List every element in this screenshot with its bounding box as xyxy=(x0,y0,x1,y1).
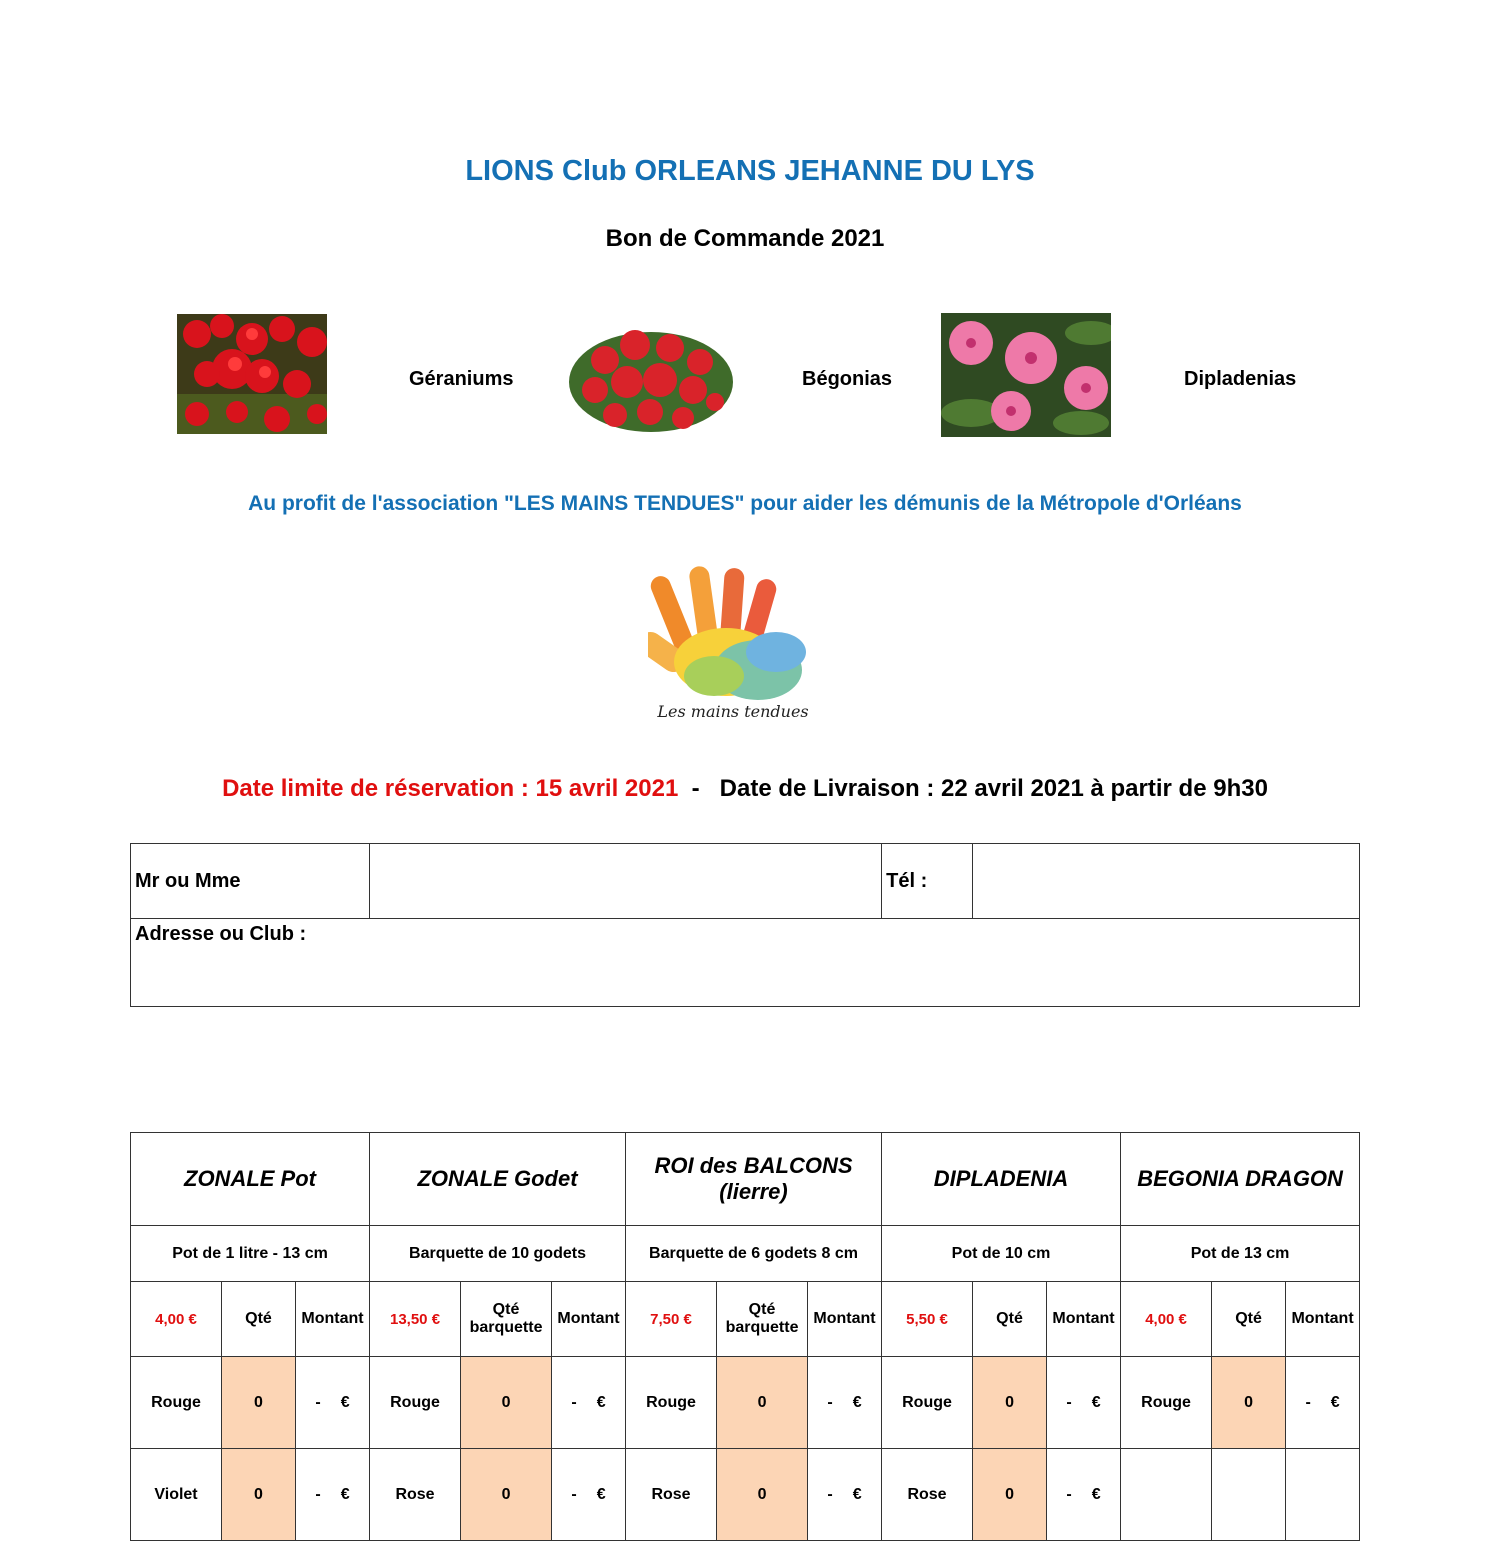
color-label: Rose xyxy=(626,1449,717,1541)
product-format: Barquette de 10 godets xyxy=(370,1226,626,1282)
dates-separator: - xyxy=(691,775,700,802)
product-name-zonale-godet: ZONALE Godet xyxy=(370,1133,626,1226)
amount-cell xyxy=(1047,1357,1121,1449)
plant-label-geraniums: Géraniums xyxy=(409,368,514,390)
currency-sign: € xyxy=(1091,1485,1101,1503)
begonia-photo xyxy=(565,320,737,442)
currency-sign: € xyxy=(852,1485,862,1503)
product-name-zonale-pot: ZONALE Pot xyxy=(131,1133,370,1226)
qty-header: Qté xyxy=(222,1282,296,1357)
currency-sign: € xyxy=(340,1393,350,1411)
unit-price: 5,50 € xyxy=(882,1282,973,1357)
table-row xyxy=(131,1357,1360,1449)
amount-value: - xyxy=(1066,1393,1072,1411)
amount-cell xyxy=(1047,1449,1121,1541)
qty-input[interactable]: 0 xyxy=(717,1449,808,1541)
page-subtitle: Bon de Commande 2021 xyxy=(605,225,885,252)
unit-price: 13,50 € xyxy=(370,1282,461,1357)
qty-input[interactable]: 0 xyxy=(461,1357,552,1449)
currency-sign: € xyxy=(596,1393,606,1411)
qty-input[interactable]: 0 xyxy=(1212,1357,1286,1449)
beneficiary-text: Au profit de l'association "LES MAINS TENDUES" pour aider les démunis de la Métropole d'Orléans xyxy=(248,492,1242,515)
address-label: Adresse ou Club : xyxy=(135,923,307,945)
amount-cell xyxy=(1286,1357,1360,1449)
color-label: Violet xyxy=(131,1449,222,1541)
deadline-text: Date limite de réservation : 15 avril 2021 xyxy=(222,775,679,802)
unit-price: 4,00 € xyxy=(1121,1282,1212,1357)
color-label: Rouge xyxy=(370,1357,461,1449)
amount-value: - xyxy=(827,1485,833,1503)
amount-header: Montant xyxy=(1047,1282,1121,1357)
qty-input[interactable]: 0 xyxy=(461,1449,552,1541)
page-title: LIONS Club ORLEANS JEHANNE DU LYS xyxy=(465,155,1035,187)
amount-value: - xyxy=(571,1393,577,1411)
qty-input[interactable]: 0 xyxy=(973,1449,1047,1541)
unit-price: 4,00 € xyxy=(131,1282,222,1357)
table-row xyxy=(131,1449,1360,1541)
amount-cell xyxy=(808,1357,882,1449)
qty-header: Qté barquette xyxy=(717,1282,808,1357)
currency-sign: € xyxy=(1330,1393,1340,1411)
color-label: Rouge xyxy=(131,1357,222,1449)
mains-tendues-logo xyxy=(648,566,818,732)
empty-cell xyxy=(1286,1449,1360,1541)
amount-value: - xyxy=(1305,1393,1311,1411)
delivery-text: Date de Livraison : 22 avril 2021 à partir de 9h30 xyxy=(719,775,1268,802)
products-table xyxy=(130,1132,1360,1541)
amount-header: Montant xyxy=(552,1282,626,1357)
qty-input[interactable]: 0 xyxy=(222,1357,296,1449)
empty-cell xyxy=(1121,1449,1212,1541)
currency-sign: € xyxy=(1091,1393,1101,1411)
color-label: Rose xyxy=(882,1449,973,1541)
amount-value: - xyxy=(827,1393,833,1411)
product-name-roi-des-balcons: ROI des BALCONS (lierre) xyxy=(626,1133,882,1226)
amount-value: - xyxy=(1066,1485,1072,1503)
color-label: Rouge xyxy=(626,1357,717,1449)
client-form xyxy=(130,843,1360,1007)
amount-cell xyxy=(552,1357,626,1449)
product-name-dipladenia: DIPLADENIA xyxy=(882,1133,1121,1226)
qty-input[interactable]: 0 xyxy=(973,1357,1047,1449)
currency-sign: € xyxy=(596,1485,606,1503)
color-label: Rouge xyxy=(882,1357,973,1449)
qty-input[interactable]: 0 xyxy=(222,1449,296,1541)
amount-value: - xyxy=(315,1393,321,1411)
name-field[interactable] xyxy=(369,844,882,919)
dates-line xyxy=(0,775,1490,803)
plant-label-dipladenias: Dipladenias xyxy=(1184,368,1297,390)
qty-header: Qté barquette xyxy=(461,1282,552,1357)
currency-sign: € xyxy=(340,1485,350,1503)
product-format: Pot de 13 cm xyxy=(1121,1226,1360,1282)
geranium-photo xyxy=(177,314,327,434)
empty-cell xyxy=(1212,1449,1286,1541)
color-label: Rouge xyxy=(1121,1357,1212,1449)
phone-field[interactable] xyxy=(973,844,1360,919)
currency-sign: € xyxy=(852,1393,862,1411)
amount-cell xyxy=(296,1449,370,1541)
product-name-begonia-dragon: BEGONIA DRAGON xyxy=(1121,1133,1360,1226)
amount-header: Montant xyxy=(1286,1282,1360,1357)
product-format: Pot de 1 litre - 13 cm xyxy=(131,1226,370,1282)
amount-header: Montant xyxy=(296,1282,370,1357)
product-format: Pot de 10 cm xyxy=(882,1226,1121,1282)
amount-cell xyxy=(808,1449,882,1541)
name-label: Mr ou Mme xyxy=(131,844,370,919)
address-field[interactable] xyxy=(131,919,1360,1007)
qty-header: Qté xyxy=(973,1282,1047,1357)
unit-price: 7,50 € xyxy=(626,1282,717,1357)
amount-cell xyxy=(552,1449,626,1541)
logo-text: Les mains tendues xyxy=(657,702,809,721)
phone-label: Tél : xyxy=(882,844,973,919)
color-label: Rose xyxy=(370,1449,461,1541)
plant-label-begonias: Bégonias xyxy=(802,368,893,390)
amount-value: - xyxy=(571,1485,577,1503)
amount-cell xyxy=(296,1357,370,1449)
qty-header: Qté xyxy=(1212,1282,1286,1357)
dipladenia-photo xyxy=(941,313,1111,437)
amount-value: - xyxy=(315,1485,321,1503)
qty-input[interactable]: 0 xyxy=(717,1357,808,1449)
product-format: Barquette de 6 godets 8 cm xyxy=(626,1226,882,1282)
amount-header: Montant xyxy=(808,1282,882,1357)
